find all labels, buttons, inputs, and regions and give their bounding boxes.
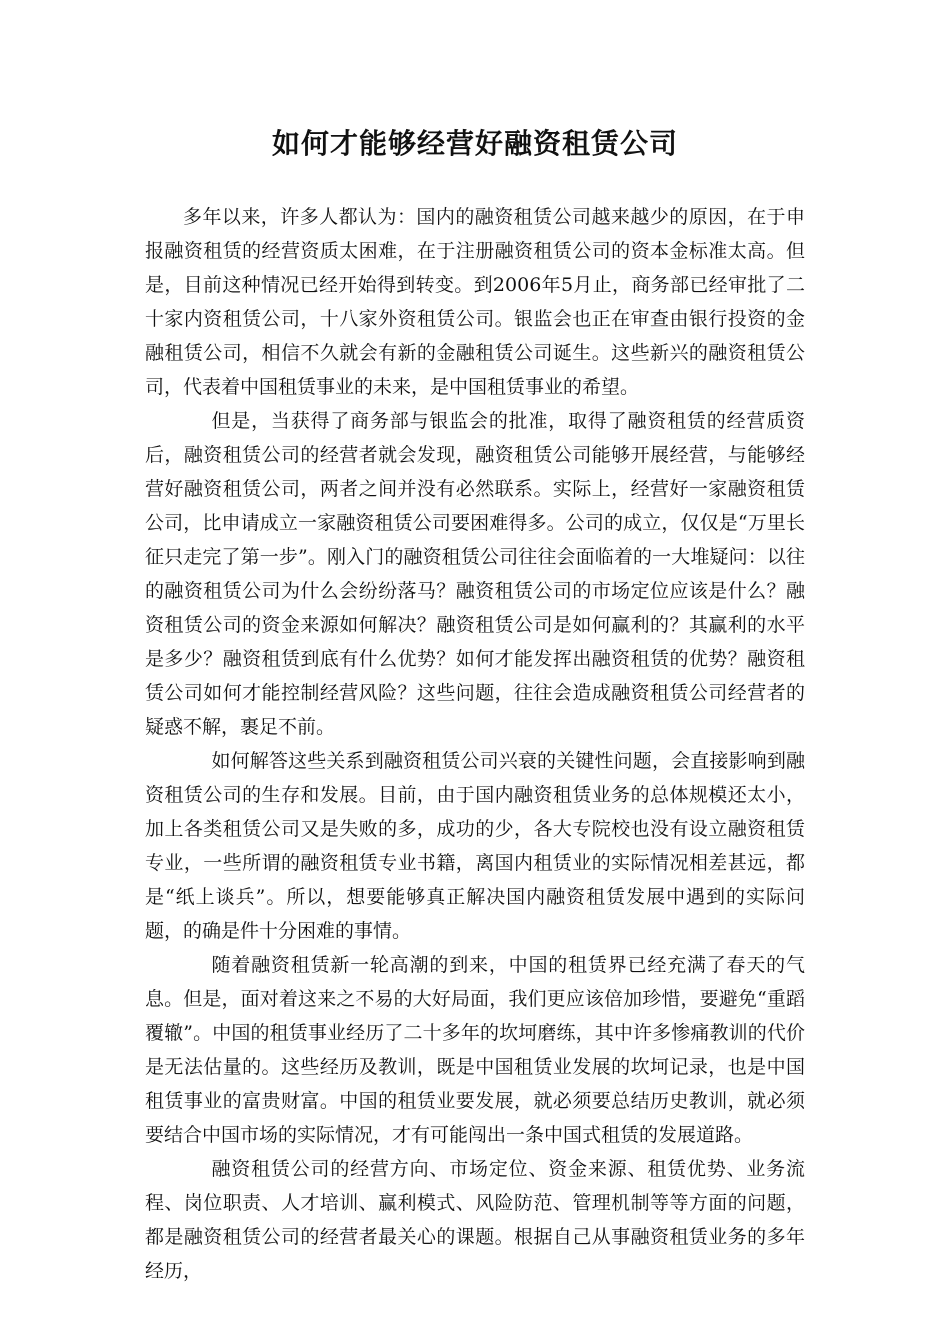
paragraph-4: 随着融资租赁新一轮高潮的到来，中国的租赁界已经充满了春天的气息。但是，面对着这来之不易的大好局面，我们更应该倍加珍惜，要避免“重蹈覆辙”。中国的租赁事业经历了二十多年的坎坷磨练，其中许多惨痛教训的代价是无法估量的。这些经历及教训，既是中国租赁业发展的坎坷记录，也是中国租赁事业的富贵财富。中国的租赁业要发展，就必须要总结历史教训，就必须要结合中国市场的实际情况，才有可能闯出一条中国式租赁的发展道路。: [145, 954, 805, 1146]
paragraph-3: 如何解答这些关系到融资租赁公司兴衰的关键性问题，会直接影响到融资租赁公司的生存和发展。目前，由于国内融资租赁业务的总体规模还太小，加上各类租赁公司又是失败的多，成功的少，各大专院校也没有设立融资租赁专业，一些所谓的融资租赁专业书籍，离国内租赁业的实际情况相差甚远，都是“纸上谈兵”。所以，想要能够真正解决国内融资租赁发展中遇到的实际问题，的确是件十分困难的事情。: [145, 750, 805, 942]
paragraph-5: 融资租赁公司的经营方向、市场定位、资金来源、租赁优势、业务流程、岗位职责、人才培训、赢利模式、风险防范、管理机制等等方面的问题，都是融资租赁公司的经营者最关心的课题。根据自己从事融资租赁业务的多年经历，: [145, 1158, 805, 1282]
document-body: [145, 200, 805, 1288]
document-title: 如何才能够经营好融资租赁公司: [271, 127, 678, 160]
paragraph-2: 但是，当获得了商务部与银监会的批准，取得了融资租赁的经营质资后，融资租赁公司的经营者就会发现，融资租赁公司能够开展经营，与能够经营好融资租赁公司，两者之间并没有必然联系。实际上，经营好一家融资租赁公司，比申请成立一家融资租赁公司要困难得多。公司的成立，仅仅是“万里长征只走完了第一步”。刚入门的融资租赁公司往往会面临着的一大堆疑问：以往的融资租赁公司为什么会纷纷落马？融资租赁公司的市场定位应该是什么？融资租赁公司的资金来源如何解决？融资租赁公司是如何赢利的？其赢利的水平是多少？融资租赁到底有什么优势？如何才能发挥出融资租赁的优势？融资租赁公司如何才能控制经营风险？这些问题，往往会造成融资租赁公司经营者的疑惑不解，裹足不前。: [145, 410, 805, 738]
paragraph-1: 多年以来，许多人都认为：国内的融资租赁公司越来越少的原因，在于申报融资租赁的经营资质太困难，在于注册融资租赁公司的资本金标准太高。但是，目前这种情况已经开始得到转变。到2006年5月止，商务部已经审批了二十家内资租赁公司，十八家外资租赁公司。银监会也正在审查由银行投资的金融租赁公司，相信不久就会有新的金融租赁公司诞生。这些新兴的融资租赁公司，代表着中国租赁事业的未来，是中国租赁事业的希望。: [145, 206, 805, 398]
